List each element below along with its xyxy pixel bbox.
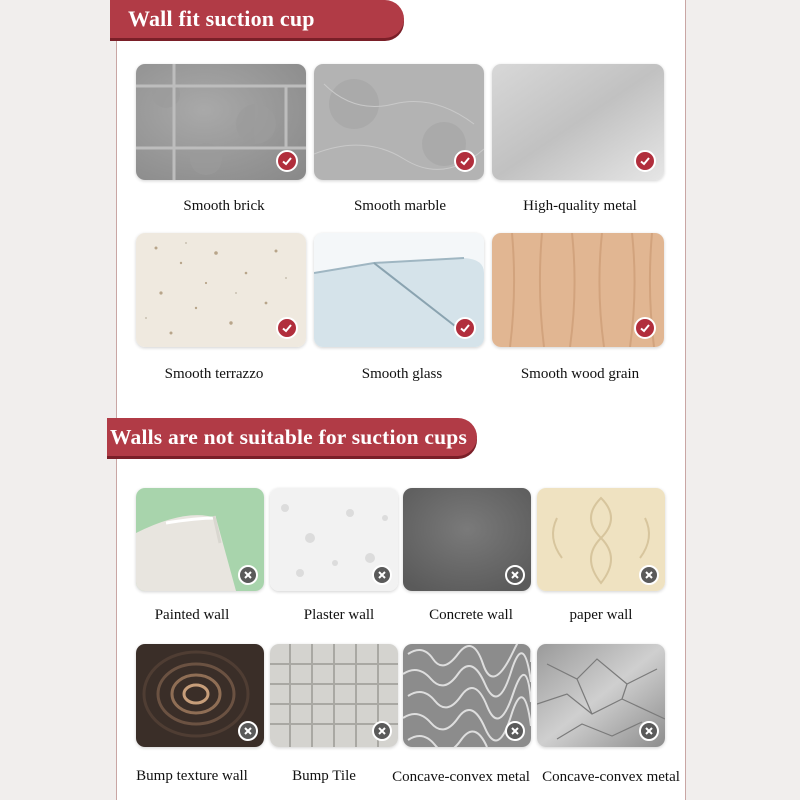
cross-icon <box>238 565 258 585</box>
cross-icon <box>372 565 392 585</box>
caption-painted-wall: Painted wall <box>154 607 230 623</box>
tile-smooth-brick <box>136 64 306 180</box>
tile-smooth-marble <box>314 64 484 180</box>
tile-smooth-glass <box>314 233 484 347</box>
tile-paper-wall <box>537 488 665 591</box>
caption-bump-tile: Bump Tile <box>292 768 356 784</box>
cross-icon <box>238 721 258 741</box>
cross-icon <box>505 565 525 585</box>
tile-concrete-wall <box>403 488 531 591</box>
caption-smooth-terrazzo: Smooth terrazzo <box>164 366 264 382</box>
caption-smooth-marble: Smooth marble <box>353 198 447 214</box>
caption-smooth-wood-grain: Smooth wood grain <box>520 366 640 382</box>
check-icon <box>454 150 476 172</box>
cross-icon <box>505 721 525 741</box>
tile-concave-convex-metal-1 <box>403 644 531 747</box>
caption-high-quality-metal: High-quality metal <box>523 198 637 214</box>
caption-plaster-wall: Plaster wall <box>303 607 375 623</box>
check-icon <box>634 317 656 339</box>
caption-concave-convex-metal-1: Concave-convex metal <box>392 769 530 785</box>
check-icon <box>276 317 298 339</box>
tile-high-quality-metal <box>492 64 664 180</box>
tile-concave-convex-metal-2 <box>537 644 665 747</box>
suitable-section-title: Wall fit suction cup <box>110 0 404 38</box>
caption-concave-convex-metal-2: Concave-convex metal <box>542 769 680 785</box>
check-icon <box>276 150 298 172</box>
cross-icon <box>639 721 659 741</box>
caption-bump-texture-wall: Bump texture wall <box>136 768 248 784</box>
cross-icon <box>372 721 392 741</box>
caption-paper-wall: paper wall <box>569 607 633 623</box>
tile-bump-tile <box>270 644 398 747</box>
tile-smooth-terrazzo <box>136 233 306 347</box>
check-icon <box>634 150 656 172</box>
check-icon <box>454 317 476 339</box>
tile-smooth-wood-grain <box>492 233 664 347</box>
caption-smooth-brick: Smooth brick <box>183 198 265 214</box>
tile-bump-texture-wall <box>136 644 264 747</box>
caption-concrete-wall: Concrete wall <box>429 607 513 623</box>
cross-icon <box>639 565 659 585</box>
unsuitable-section-title: Walls are not suitable for suction cups <box>107 418 477 456</box>
caption-smooth-glass: Smooth glass <box>361 366 443 382</box>
tile-plaster-wall <box>270 488 398 591</box>
tile-painted-wall <box>136 488 264 591</box>
